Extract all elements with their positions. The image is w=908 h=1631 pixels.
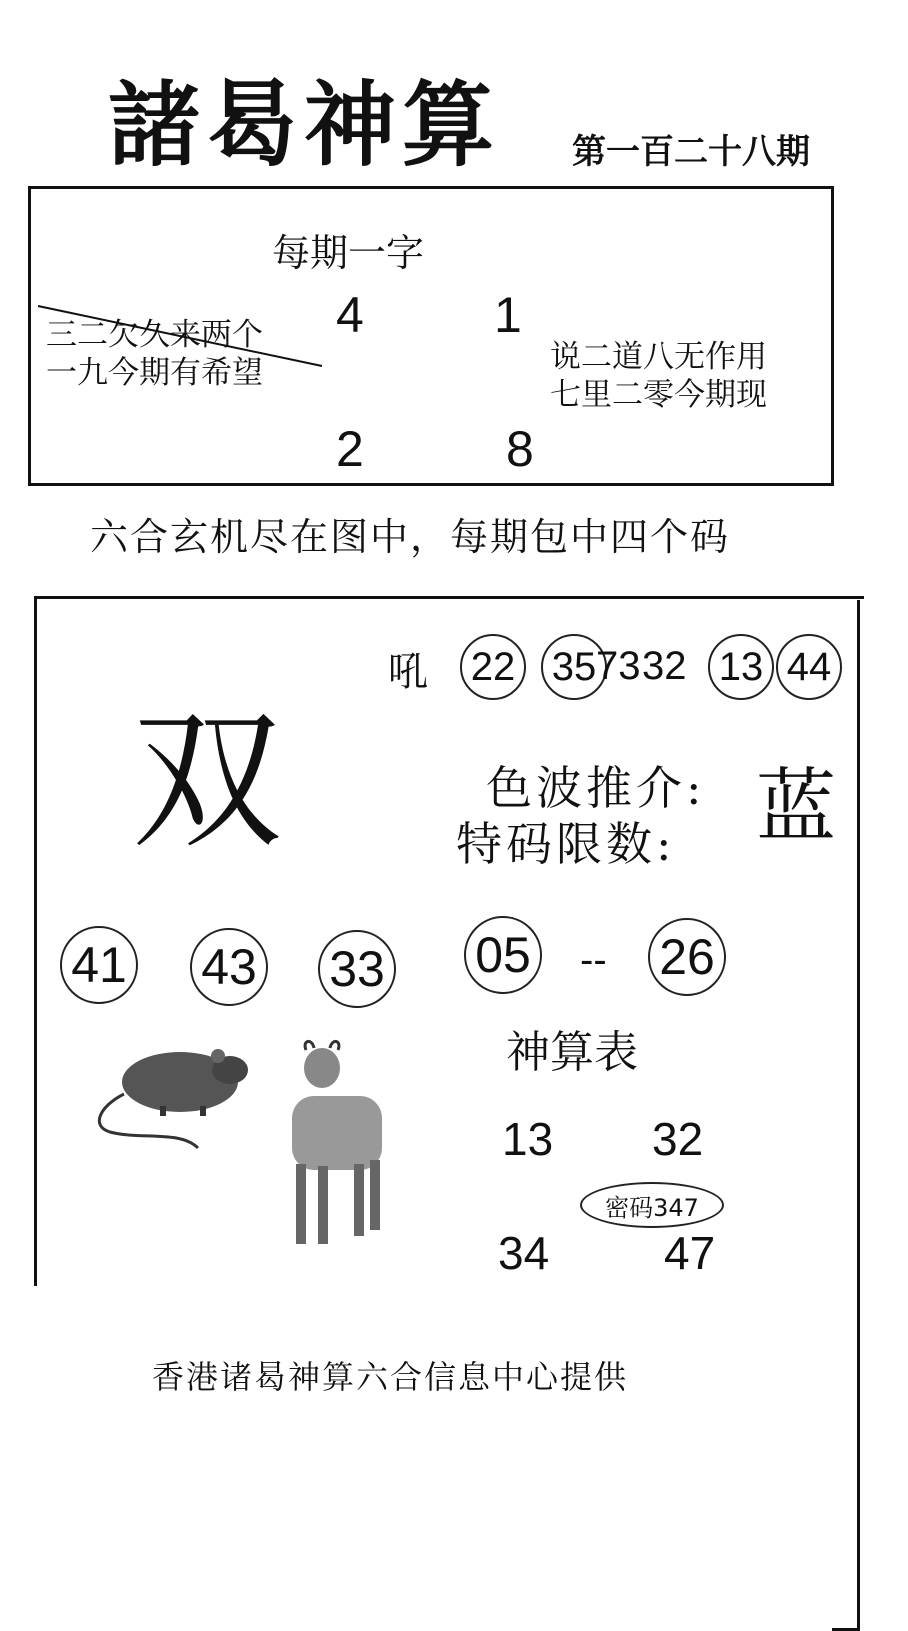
range-separator: -- [580,938,607,982]
color-label: 色波推介: [486,761,706,815]
main-box-border [857,600,860,1630]
special-label: 特码限数: [456,817,676,871]
page-title: 諸曷神算 [108,72,501,179]
top-number: 4 [336,287,364,343]
goat-icon [268,1038,390,1254]
table-number: 32 [652,1113,704,1165]
number-circle: 43 [190,928,268,1006]
big-character: 双 [132,695,283,869]
slogan: 六合玄机尽在图中，每期包中四个码 [90,515,731,559]
number-text: 32 [642,644,687,688]
top-number: 1 [494,287,522,343]
issue-number: 第一百二十八期 [572,132,810,172]
strike-line [36,300,326,380]
color-value: 蓝 [756,760,836,853]
table-number: 13 [502,1113,554,1165]
number-circle: 35 [541,634,607,700]
number-circle: 13 [708,634,774,700]
right-verse-line: 说二道八无作用 [550,339,767,375]
secret-code-badge: 密码347 [580,1182,724,1228]
left-verse-line: 一九今期有希望 [46,355,263,391]
range-end-circle: 26 [648,918,726,996]
range-start-circle: 05 [464,916,542,994]
table-number: 47 [664,1227,716,1279]
top-number: 2 [336,421,364,477]
top-number: 8 [506,421,534,477]
table-number: 34 [498,1227,550,1279]
rat-icon [90,1036,250,1156]
left-verse-line: 三二欠久来两个 [46,317,263,353]
number-circle: 22 [460,634,526,700]
top-box-heading: 每期一字 [272,231,425,275]
prefix-char: 吼 [388,649,428,695]
number-circle: 44 [776,634,842,700]
right-verse-line: 七里二零今期现 [550,377,767,413]
table-title: 神算表 [506,1027,638,1078]
footer-credit: 香港诸曷神算六合信息中心提供 [152,1358,629,1396]
number-circle: 33 [318,930,396,1008]
number-text: 73 [596,644,641,688]
number-circle: 41 [60,926,138,1004]
